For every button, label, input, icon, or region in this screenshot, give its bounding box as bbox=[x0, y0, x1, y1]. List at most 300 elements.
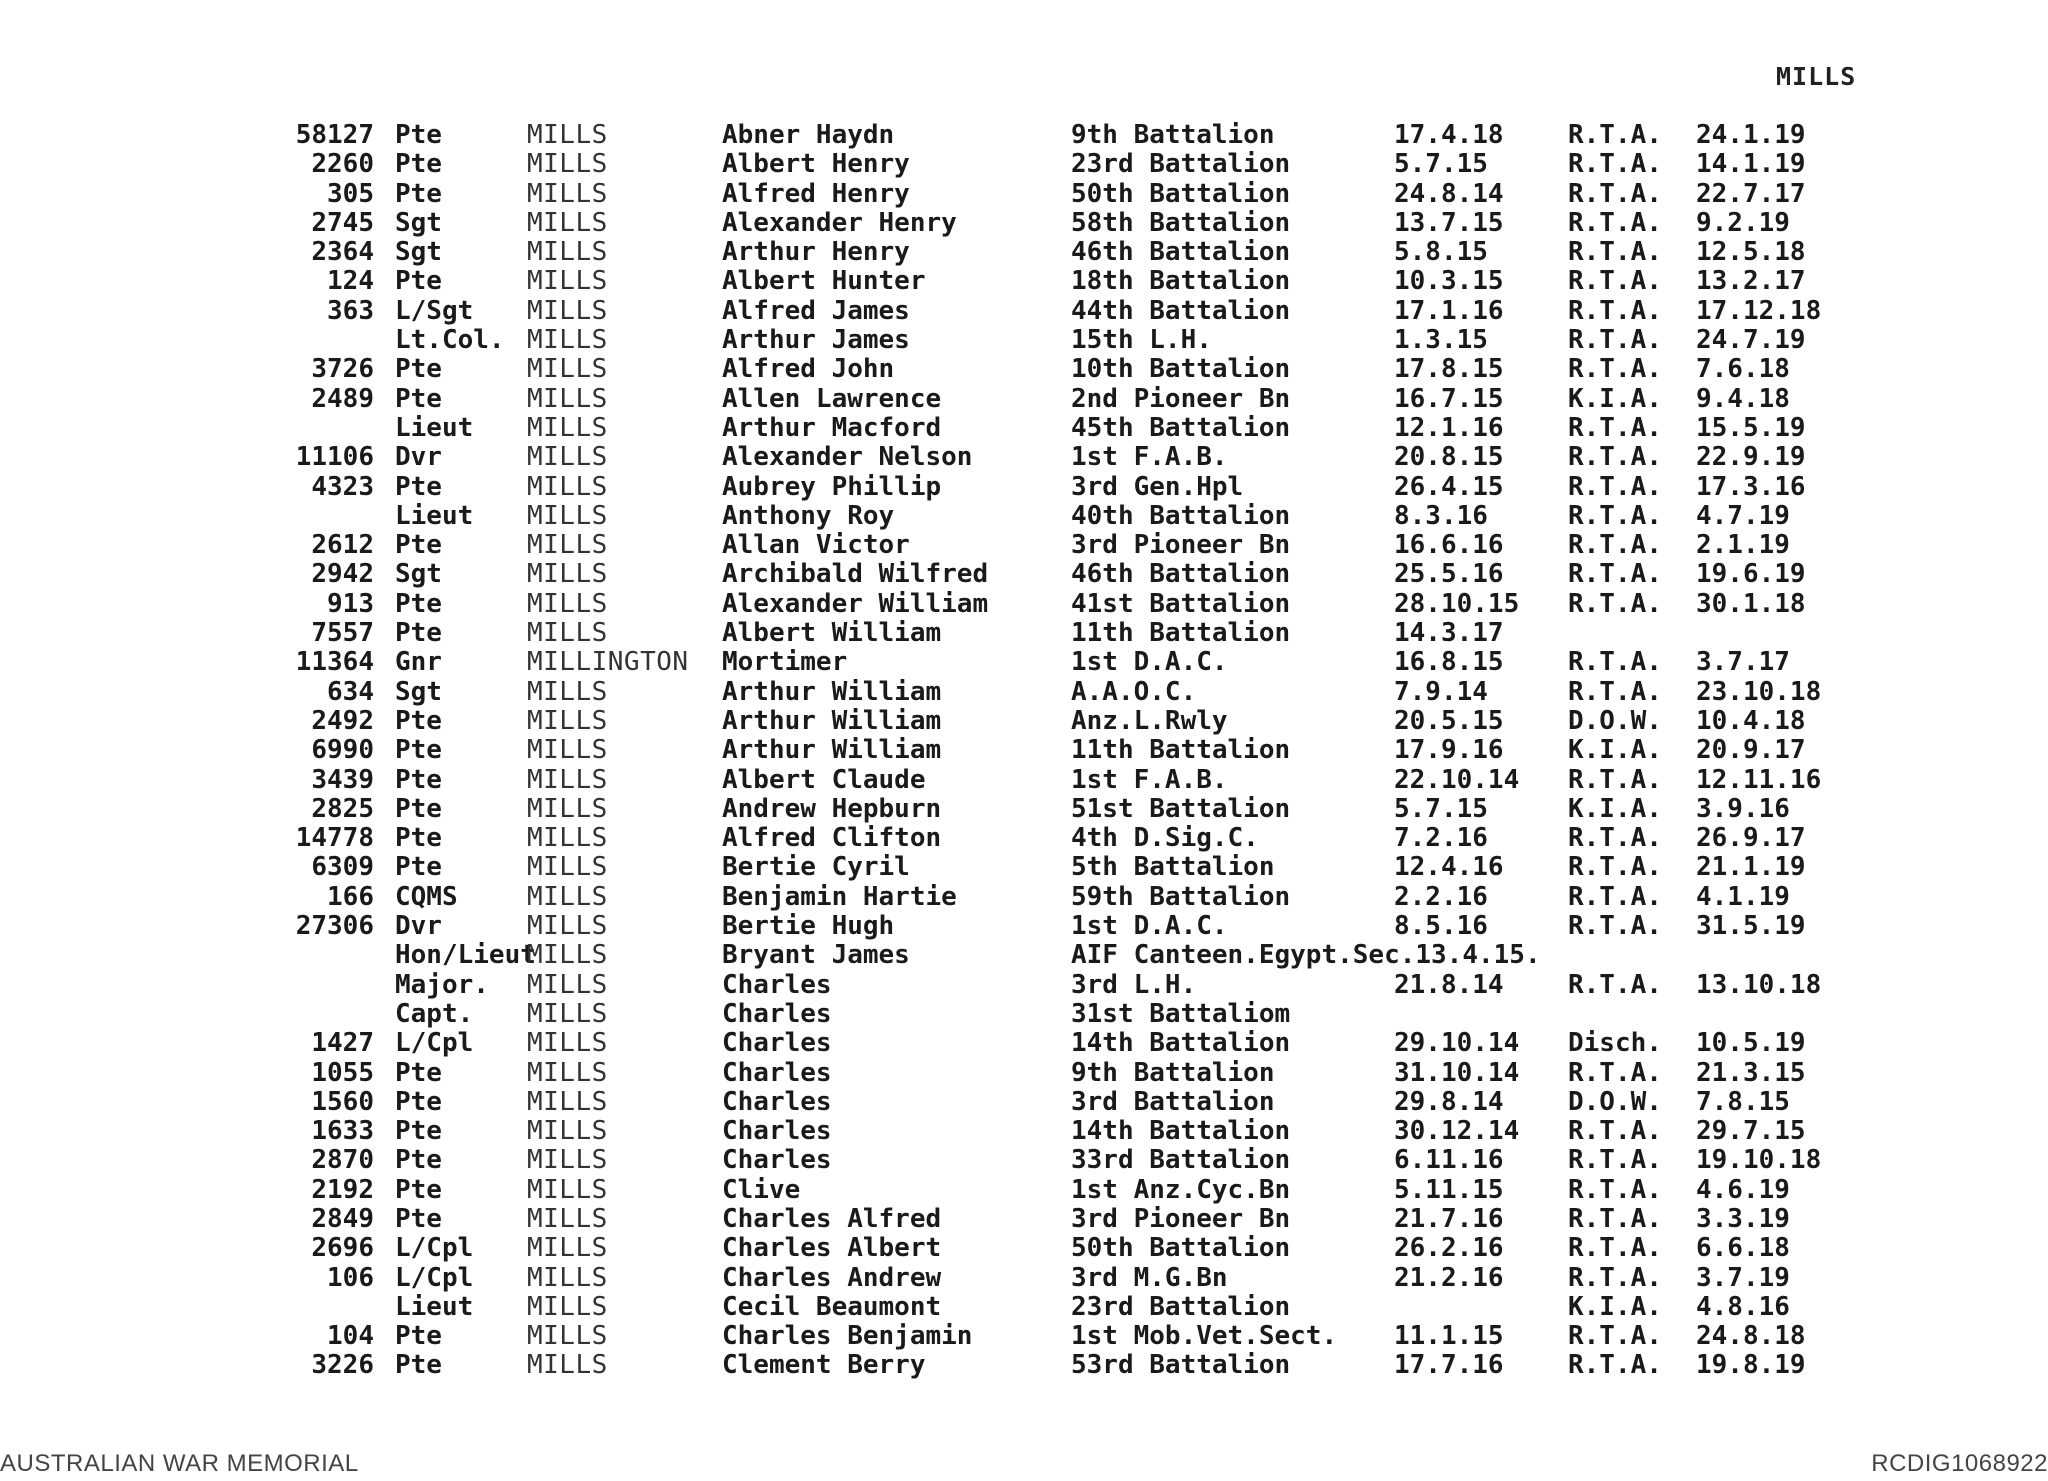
rank: Gnr bbox=[395, 647, 442, 678]
enlistment-date: 29.8.14 bbox=[1394, 1086, 1504, 1117]
fate-date: 4.1.19 bbox=[1696, 881, 1790, 912]
table-row bbox=[0, 619, 2048, 648]
rank: L/Cpl bbox=[395, 1233, 474, 1264]
rank: Pte bbox=[395, 793, 442, 824]
given-names: Arthur Henry bbox=[722, 237, 910, 268]
unit: 3rd M.G.Bn bbox=[1071, 1262, 1228, 1293]
rank: Pte bbox=[395, 705, 442, 736]
given-names: Charles bbox=[722, 1086, 832, 1117]
surname: MILLS bbox=[527, 705, 608, 736]
enlistment-date: 26.4.15 bbox=[1394, 471, 1504, 502]
rank: Pte bbox=[395, 266, 442, 297]
surname: MILLS bbox=[527, 1262, 608, 1293]
fate: R.T.A. bbox=[1568, 120, 1662, 150]
given-names: Arthur James bbox=[722, 325, 910, 356]
table-row bbox=[0, 267, 2048, 296]
fate: R.T.A. bbox=[1568, 266, 1662, 297]
unit: 50th Battalion bbox=[1071, 178, 1291, 209]
unit: 45th Battalion bbox=[1071, 412, 1291, 443]
fate-date: 3.7.19 bbox=[1696, 1262, 1790, 1293]
service-number: 106 bbox=[327, 1262, 374, 1293]
rank: Sgt bbox=[395, 207, 442, 238]
service-number: 2825 bbox=[311, 793, 374, 824]
fate: R.T.A. bbox=[1568, 852, 1662, 883]
given-names: Aubrey Phillip bbox=[722, 471, 942, 502]
surname: MILLS bbox=[527, 471, 608, 502]
unit: 41st Battalion bbox=[1071, 588, 1291, 619]
rank: Pte bbox=[395, 764, 442, 795]
unit: 50th Battalion bbox=[1071, 1233, 1291, 1264]
unit: 14th Battalion bbox=[1071, 1116, 1291, 1147]
given-names: Archibald Wilfred bbox=[722, 559, 989, 590]
fate: R.T.A. bbox=[1568, 1233, 1662, 1264]
unit: 3rd Gen.Hpl bbox=[1071, 471, 1244, 502]
rank: Dvr bbox=[395, 911, 442, 942]
fate: R.T.A. bbox=[1568, 1145, 1662, 1176]
fate-date: 24.8.18 bbox=[1696, 1321, 1806, 1352]
table-row bbox=[0, 502, 2048, 531]
fate: K.I.A. bbox=[1568, 793, 1662, 824]
service-number: 2696 bbox=[311, 1233, 374, 1264]
rank: Pte bbox=[395, 1116, 442, 1147]
rank: Pte bbox=[395, 735, 442, 766]
fate-date: 3.9.16 bbox=[1696, 793, 1790, 824]
given-names: Alfred John bbox=[722, 354, 895, 385]
fate-date: 7.6.18 bbox=[1696, 354, 1790, 385]
given-names: Albert Hunter bbox=[722, 266, 926, 297]
surname: MILLS bbox=[527, 911, 608, 942]
given-names: Allen Lawrence bbox=[722, 383, 942, 414]
surname: MILLS bbox=[527, 1086, 608, 1117]
fate: R.T.A. bbox=[1568, 1321, 1662, 1352]
table-row bbox=[0, 590, 2048, 619]
enlistment-date: 5.11.15 bbox=[1394, 1174, 1504, 1205]
surname: MILLS bbox=[527, 1203, 608, 1234]
given-names: Albert William bbox=[722, 618, 942, 649]
unit: 9th Battalion bbox=[1071, 120, 1275, 150]
surname: MILLS bbox=[527, 1028, 608, 1059]
enlistment-date: 2.2.16 bbox=[1394, 881, 1488, 912]
table-row bbox=[0, 648, 2048, 677]
table-row bbox=[0, 1117, 2048, 1146]
table-row bbox=[0, 1176, 2048, 1205]
service-number: 4323 bbox=[311, 471, 374, 502]
unit: 23rd Battalion bbox=[1071, 149, 1291, 180]
table-row bbox=[0, 326, 2048, 355]
fate-date: 15.5.19 bbox=[1696, 412, 1806, 443]
enlistment-date: 7.9.14 bbox=[1394, 676, 1488, 707]
surname: MILLS bbox=[527, 793, 608, 824]
given-names: Arthur Macford bbox=[722, 412, 942, 443]
table-row bbox=[0, 150, 2048, 179]
surname: MILLS bbox=[527, 588, 608, 619]
fate-date: 7.8.15 bbox=[1696, 1086, 1790, 1117]
enlistment-date: 5.8.15 bbox=[1394, 237, 1488, 268]
service-number: 27306 bbox=[295, 911, 374, 942]
table-row bbox=[0, 1264, 2048, 1293]
unit: 11th Battalion bbox=[1071, 618, 1291, 649]
service-number: 2192 bbox=[311, 1174, 374, 1205]
surname: MILLINGTON bbox=[527, 647, 689, 678]
rank: Pte bbox=[395, 120, 442, 150]
fate: R.T.A. bbox=[1568, 676, 1662, 707]
table-row bbox=[0, 238, 2048, 267]
fate: R.T.A. bbox=[1568, 881, 1662, 912]
given-names: Arthur William bbox=[722, 735, 942, 766]
service-number: 104 bbox=[327, 1321, 374, 1352]
enlistment-date: 21.8.14 bbox=[1394, 969, 1504, 1000]
table-row bbox=[0, 355, 2048, 384]
fate-date: 22.7.17 bbox=[1696, 178, 1806, 209]
unit: A.A.O.C. bbox=[1071, 676, 1197, 707]
rank: Lt.Col. bbox=[395, 325, 505, 356]
unit: 3rd Battalion bbox=[1071, 1086, 1275, 1117]
unit: 51st Battalion bbox=[1071, 793, 1291, 824]
enlistment-date: 10.3.15 bbox=[1394, 266, 1504, 297]
table-row bbox=[0, 180, 2048, 209]
table-row bbox=[0, 912, 2048, 941]
service-number: 11106 bbox=[295, 442, 374, 473]
unit: 1st D.A.C. bbox=[1071, 911, 1228, 942]
enlistment-date: 6.11.16 bbox=[1394, 1145, 1504, 1176]
fate: R.T.A. bbox=[1568, 207, 1662, 238]
rank: Lieut bbox=[395, 500, 474, 531]
table-row bbox=[0, 1088, 2048, 1117]
table-row bbox=[0, 531, 2048, 560]
fate-date: 3.7.17 bbox=[1696, 647, 1790, 678]
table-row bbox=[0, 766, 2048, 795]
fate-date: 30.1.18 bbox=[1696, 588, 1806, 619]
rank: Pte bbox=[395, 471, 442, 502]
nominal-roll-list bbox=[0, 121, 2048, 1381]
service-number: 2364 bbox=[311, 237, 374, 268]
enlistment-date: 29.10.14 bbox=[1394, 1028, 1520, 1059]
surname: MILLS bbox=[527, 559, 608, 590]
fate: R.T.A. bbox=[1568, 149, 1662, 180]
service-number: 2260 bbox=[311, 149, 374, 180]
unit: 59th Battalion bbox=[1071, 881, 1291, 912]
fate: D.O.W. bbox=[1568, 1086, 1662, 1117]
given-names: Arthur William bbox=[722, 676, 942, 707]
table-row bbox=[0, 971, 2048, 1000]
enlistment-date: 16.8.15 bbox=[1394, 647, 1504, 678]
surname: MILLS bbox=[527, 383, 608, 414]
fate: R.T.A. bbox=[1568, 1057, 1662, 1088]
enlistment-date: 16.7.15 bbox=[1394, 383, 1504, 414]
enlistment-date: 13.7.15 bbox=[1394, 207, 1504, 238]
fate: R.T.A. bbox=[1568, 530, 1662, 561]
unit: 46th Battalion bbox=[1071, 559, 1291, 590]
enlistment-date: 5.7.15 bbox=[1394, 793, 1488, 824]
fate: R.T.A. bbox=[1568, 559, 1662, 590]
enlistment-date: 17.8.15 bbox=[1394, 354, 1504, 385]
surname: MILLS bbox=[527, 412, 608, 443]
rank: Lieut bbox=[395, 1291, 474, 1322]
unit: 1st D.A.C. bbox=[1071, 647, 1228, 678]
given-names: Charles bbox=[722, 1145, 832, 1176]
enlistment-date: 21.7.16 bbox=[1394, 1203, 1504, 1234]
given-names: Charles bbox=[722, 969, 832, 1000]
rank: Pte bbox=[395, 1203, 442, 1234]
unit: 46th Battalion bbox=[1071, 237, 1291, 268]
surname: MILLS bbox=[527, 1174, 608, 1205]
fate: R.T.A. bbox=[1568, 442, 1662, 473]
fate-date: 9.2.19 bbox=[1696, 207, 1790, 238]
table-row bbox=[0, 707, 2048, 736]
fate: R.T.A. bbox=[1568, 471, 1662, 502]
unit: 53rd Battalion bbox=[1071, 1350, 1291, 1381]
service-number: 6309 bbox=[311, 852, 374, 883]
given-names: Alfred James bbox=[722, 295, 910, 326]
enlistment-date: 26.2.16 bbox=[1394, 1233, 1504, 1264]
table-row bbox=[0, 1029, 2048, 1058]
service-number: 2489 bbox=[311, 383, 374, 414]
fate: K.I.A. bbox=[1568, 1291, 1662, 1322]
service-number: 58127 bbox=[295, 120, 374, 150]
fate-date: 13.10.18 bbox=[1696, 969, 1822, 1000]
archive-reference: RCDIG1068922 bbox=[1871, 1450, 2048, 1477]
fate-date: 31.5.19 bbox=[1696, 911, 1806, 942]
table-row bbox=[0, 443, 2048, 472]
service-number: 634 bbox=[327, 676, 374, 707]
rank: Pte bbox=[395, 588, 442, 619]
fate: D.O.W. bbox=[1568, 705, 1662, 736]
unit: 4th D.Sig.C. bbox=[1071, 823, 1259, 854]
fate: R.T.A. bbox=[1568, 500, 1662, 531]
unit: AIF Canteen.Egypt.Sec.13.4.15. bbox=[1071, 940, 1541, 971]
unit: 10th Battalion bbox=[1071, 354, 1291, 385]
table-row bbox=[0, 678, 2048, 707]
unit: 5th Battalion bbox=[1071, 852, 1275, 883]
service-number: 11364 bbox=[295, 647, 374, 678]
service-number: 1560 bbox=[311, 1086, 374, 1117]
service-number: 2745 bbox=[311, 207, 374, 238]
fate-date: 26.9.17 bbox=[1696, 823, 1806, 854]
given-names: Albert Claude bbox=[722, 764, 926, 795]
service-number: 1427 bbox=[311, 1028, 374, 1059]
table-row bbox=[0, 1351, 2048, 1380]
given-names: Alexander Henry bbox=[722, 207, 957, 238]
unit: 1st F.A.B. bbox=[1071, 764, 1228, 795]
rank: Sgt bbox=[395, 559, 442, 590]
rank: Lieut bbox=[395, 412, 474, 443]
service-number: 913 bbox=[327, 588, 374, 619]
fate-date: 12.11.16 bbox=[1696, 764, 1822, 795]
surname: MILLS bbox=[527, 442, 608, 473]
service-number: 1633 bbox=[311, 1116, 374, 1147]
page-title: MILLS bbox=[1776, 62, 1857, 91]
rank: Pte bbox=[395, 1350, 442, 1381]
surname: MILLS bbox=[527, 940, 608, 971]
surname: MILLS bbox=[527, 1116, 608, 1147]
enlistment-date: 12.4.16 bbox=[1394, 852, 1504, 883]
surname: MILLS bbox=[527, 178, 608, 209]
enlistment-date: 17.9.16 bbox=[1394, 735, 1504, 766]
given-names: Bertie Cyril bbox=[722, 852, 910, 883]
fate-date: 4.7.19 bbox=[1696, 500, 1790, 531]
fate-date: 19.8.19 bbox=[1696, 1350, 1806, 1381]
fate-date: 4.8.16 bbox=[1696, 1291, 1790, 1322]
enlistment-date: 8.5.16 bbox=[1394, 911, 1488, 942]
fate: R.T.A. bbox=[1568, 412, 1662, 443]
given-names: Clive bbox=[722, 1174, 801, 1205]
surname: MILLS bbox=[527, 764, 608, 795]
table-row bbox=[0, 941, 2048, 970]
fate: R.T.A. bbox=[1568, 354, 1662, 385]
given-names: Charles bbox=[722, 1057, 832, 1088]
enlistment-date: 24.8.14 bbox=[1394, 178, 1504, 209]
table-row bbox=[0, 1234, 2048, 1263]
given-names: Bertie Hugh bbox=[722, 911, 895, 942]
given-names: Charles bbox=[722, 1028, 832, 1059]
fate-date: 29.7.15 bbox=[1696, 1116, 1806, 1147]
fate: R.T.A. bbox=[1568, 1116, 1662, 1147]
table-row bbox=[0, 795, 2048, 824]
enlistment-date: 14.3.17 bbox=[1394, 618, 1504, 649]
table-row bbox=[0, 1146, 2048, 1175]
surname: MILLS bbox=[527, 149, 608, 180]
fate-date: 20.9.17 bbox=[1696, 735, 1806, 766]
enlistment-date: 20.5.15 bbox=[1394, 705, 1504, 736]
service-number: 363 bbox=[327, 295, 374, 326]
given-names: Arthur William bbox=[722, 705, 942, 736]
fate-date: 2.1.19 bbox=[1696, 530, 1790, 561]
fate-date: 6.6.18 bbox=[1696, 1233, 1790, 1264]
given-names: Mortimer bbox=[722, 647, 848, 678]
service-number: 6990 bbox=[311, 735, 374, 766]
table-row bbox=[0, 1322, 2048, 1351]
fate: R.T.A. bbox=[1568, 647, 1662, 678]
fate-date: 21.3.15 bbox=[1696, 1057, 1806, 1088]
surname: MILLS bbox=[527, 998, 608, 1029]
fate: R.T.A. bbox=[1568, 178, 1662, 209]
unit: 14th Battalion bbox=[1071, 1028, 1291, 1059]
surname: MILLS bbox=[527, 120, 608, 150]
unit: 3rd Pioneer Bn bbox=[1071, 530, 1291, 561]
surname: MILLS bbox=[527, 881, 608, 912]
unit: 3rd Pioneer Bn bbox=[1071, 1203, 1291, 1234]
fate-date: 10.5.19 bbox=[1696, 1028, 1806, 1059]
rank: Pte bbox=[395, 530, 442, 561]
given-names: Andrew Hepburn bbox=[722, 793, 942, 824]
fate: K.I.A. bbox=[1568, 383, 1662, 414]
unit: 31st Battaliom bbox=[1071, 998, 1291, 1029]
service-number: 305 bbox=[327, 178, 374, 209]
surname: MILLS bbox=[527, 207, 608, 238]
fate: R.T.A. bbox=[1568, 1174, 1662, 1205]
fate: R.T.A. bbox=[1568, 823, 1662, 854]
rank: Hon/Lieut bbox=[395, 940, 536, 971]
table-row bbox=[0, 414, 2048, 443]
given-names: Abner Haydn bbox=[722, 120, 895, 150]
enlistment-date: 31.10.14 bbox=[1394, 1057, 1520, 1088]
surname: MILLS bbox=[527, 530, 608, 561]
fate-date: 3.3.19 bbox=[1696, 1203, 1790, 1234]
surname: MILLS bbox=[527, 266, 608, 297]
fate-date: 19.6.19 bbox=[1696, 559, 1806, 590]
fate-date: 14.1.19 bbox=[1696, 149, 1806, 180]
fate-date: 23.10.18 bbox=[1696, 676, 1822, 707]
surname: MILLS bbox=[527, 1233, 608, 1264]
unit: 11th Battalion bbox=[1071, 735, 1291, 766]
rank: L/Cpl bbox=[395, 1028, 474, 1059]
rank: Pte bbox=[395, 1174, 442, 1205]
fate-date: 12.5.18 bbox=[1696, 237, 1806, 268]
fate: R.T.A. bbox=[1568, 1350, 1662, 1381]
surname: MILLS bbox=[527, 1321, 608, 1352]
enlistment-date: 16.6.16 bbox=[1394, 530, 1504, 561]
rank: Pte bbox=[395, 1086, 442, 1117]
rank: Sgt bbox=[395, 676, 442, 707]
surname: MILLS bbox=[527, 500, 608, 531]
rank: Pte bbox=[395, 354, 442, 385]
service-number: 2942 bbox=[311, 559, 374, 590]
enlistment-date: 21.2.16 bbox=[1394, 1262, 1504, 1293]
rank: Pte bbox=[395, 852, 442, 883]
table-row bbox=[0, 121, 2048, 150]
unit: 1st Mob.Vet.Sect. bbox=[1071, 1321, 1338, 1352]
fate-date: 9.4.18 bbox=[1696, 383, 1790, 414]
enlistment-date: 20.8.15 bbox=[1394, 442, 1504, 473]
given-names: Charles bbox=[722, 1116, 832, 1147]
enlistment-date: 17.7.16 bbox=[1394, 1350, 1504, 1381]
given-names: Charles Albert bbox=[722, 1233, 942, 1264]
surname: MILLS bbox=[527, 852, 608, 883]
fate: R.T.A. bbox=[1568, 1203, 1662, 1234]
service-number: 2612 bbox=[311, 530, 374, 561]
unit: 15th L.H. bbox=[1071, 325, 1212, 356]
enlistment-date: 17.4.18 bbox=[1394, 120, 1504, 150]
fate-date: 24.7.19 bbox=[1696, 325, 1806, 356]
enlistment-date: 1.3.15 bbox=[1394, 325, 1488, 356]
enlistment-date: 7.2.16 bbox=[1394, 823, 1488, 854]
fate: R.T.A. bbox=[1568, 325, 1662, 356]
rank: Pte bbox=[395, 178, 442, 209]
fate-date: 4.6.19 bbox=[1696, 1174, 1790, 1205]
given-names: Cecil Beaumont bbox=[722, 1291, 942, 1322]
service-number: 124 bbox=[327, 266, 374, 297]
rank: Pte bbox=[395, 618, 442, 649]
surname: MILLS bbox=[527, 354, 608, 385]
rank: Sgt bbox=[395, 237, 442, 268]
rank: Pte bbox=[395, 1145, 442, 1176]
table-row bbox=[0, 560, 2048, 589]
table-row bbox=[0, 883, 2048, 912]
rank: CQMS bbox=[395, 881, 458, 912]
surname: MILLS bbox=[527, 1145, 608, 1176]
given-names: Anthony Roy bbox=[722, 500, 895, 531]
fate: R.T.A. bbox=[1568, 1262, 1662, 1293]
rank: Capt. bbox=[395, 998, 474, 1029]
fate-date: 10.4.18 bbox=[1696, 705, 1806, 736]
rank: Pte bbox=[395, 823, 442, 854]
fate: R.T.A. bbox=[1568, 969, 1662, 1000]
service-number: 3439 bbox=[311, 764, 374, 795]
table-row bbox=[0, 824, 2048, 853]
table-row bbox=[0, 736, 2048, 765]
given-names: Albert Henry bbox=[722, 149, 910, 180]
unit: 58th Battalion bbox=[1071, 207, 1291, 238]
enlistment-date: 22.10.14 bbox=[1394, 764, 1520, 795]
service-number: 2870 bbox=[311, 1145, 374, 1176]
surname: MILLS bbox=[527, 1291, 608, 1322]
given-names: Allan Victor bbox=[722, 530, 910, 561]
service-number: 1055 bbox=[311, 1057, 374, 1088]
fate: R.T.A. bbox=[1568, 588, 1662, 619]
rank: L/Cpl bbox=[395, 1262, 474, 1293]
fate-date: 24.1.19 bbox=[1696, 120, 1806, 150]
service-number: 3726 bbox=[311, 354, 374, 385]
